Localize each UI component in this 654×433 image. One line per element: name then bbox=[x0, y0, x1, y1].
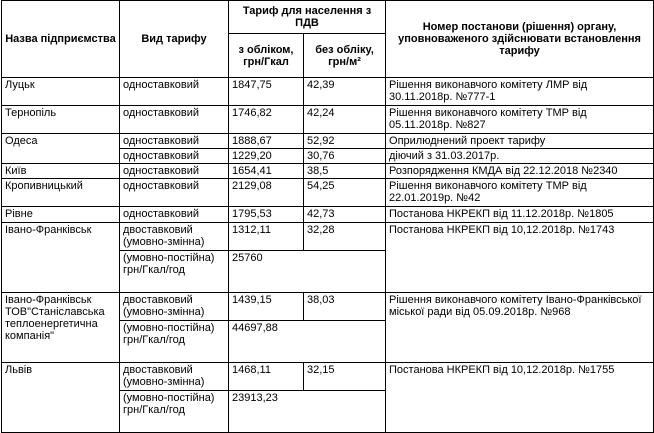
tariff-fixed-value-cell: 44697,88 bbox=[229, 321, 386, 363]
tariff-type-cell: одноставковий bbox=[120, 207, 229, 223]
tariff-type-cell: одноставковий bbox=[120, 149, 229, 164]
company-cell: Львів bbox=[2, 363, 120, 433]
table-row bbox=[2, 363, 654, 391]
table-row bbox=[2, 207, 654, 223]
company-cell: Івано-Франківськ ТОВ"Станіславська теплоенергетична компанія" bbox=[2, 293, 120, 363]
decision-cell: Розпорядження КМДА від 22.12.2018 №2340 bbox=[386, 164, 654, 179]
header-with-meter: з обліком, грн/Гкал bbox=[229, 34, 304, 78]
tariff-without-meter-cell: 32,28 bbox=[304, 223, 386, 251]
company-cell: Луцьк bbox=[2, 78, 120, 106]
tariff-with-meter-cell: 1439,15 bbox=[229, 293, 304, 321]
decision-cell: Рішення виконавчого комітету ТМР від 05.11.2018р. №827 bbox=[386, 106, 654, 134]
tariff-type-cell: (умовно-постійна) грн/Гкал/год bbox=[120, 251, 229, 293]
company-cell: Одеса bbox=[2, 134, 120, 164]
tariff-without-meter-cell: 30,76 bbox=[304, 149, 386, 164]
tariff-type-cell: (умовно-постійна) грн/Гкал/год bbox=[120, 321, 229, 363]
tariff-with-meter-cell: 1795,53 bbox=[229, 207, 304, 223]
tariff-fixed-value-cell: 23913,23 bbox=[229, 391, 386, 433]
tariff-with-meter-cell: 1847,75 bbox=[229, 78, 304, 106]
decision-cell: діючий з 31.03.2017р. bbox=[386, 149, 654, 164]
tariff-fixed-value-cell: 25760 bbox=[229, 251, 386, 293]
decision-cell: Рішення виконавчого комітету ЛМР від 30.11.2018р. №777-1 bbox=[386, 78, 654, 106]
table-row bbox=[2, 134, 654, 149]
tariff-without-meter-cell: 38,03 bbox=[304, 293, 386, 321]
company-cell: Рівне bbox=[2, 207, 120, 223]
tariff-type-cell: двоставковий (умовно-змінна) bbox=[120, 293, 229, 321]
tariff-without-meter-cell: 52,92 bbox=[304, 134, 386, 149]
decision-cell: Рішення виконавчого комітету ТМР від 22.01.2019р. №42 bbox=[386, 179, 654, 207]
decision-cell: Оприлюднений проект тарифу bbox=[386, 134, 654, 149]
company-cell: Івано-Франківськ bbox=[2, 223, 120, 293]
header-company: Назва підприємства bbox=[2, 1, 120, 78]
table-row bbox=[2, 223, 654, 251]
tariff-type-cell: одноставковий bbox=[120, 134, 229, 149]
decision-cell: Постанова НКРЕКП від 10,12.2018р. №1743 bbox=[386, 223, 654, 293]
tariff-with-meter-cell: 2129,08 bbox=[229, 179, 304, 207]
decision-cell: Рішення виконавчого комітету Івано-Франківської міської ради від 05.09.2018р. №968 bbox=[386, 293, 654, 363]
company-cell: Кропивницький bbox=[2, 179, 120, 207]
tariff-without-meter-cell: 42,24 bbox=[304, 106, 386, 134]
tariff-type-cell: одноставковий bbox=[120, 106, 229, 134]
table-row bbox=[2, 106, 654, 134]
tariff-type-cell: одноставковий bbox=[120, 78, 229, 106]
tariff-without-meter-cell: 42,39 bbox=[304, 78, 386, 106]
tariff-with-meter-cell: 1468,11 bbox=[229, 363, 304, 391]
header-row bbox=[2, 1, 654, 34]
tariff-type-cell: одноставковий bbox=[120, 164, 229, 179]
header-decision: Номер постанови (рішення) органу, уповноваженого здійснювати встановлення тарифу bbox=[386, 1, 654, 78]
decision-cell: Постанова НКРЕКП від 10,12.2018р. №1755 bbox=[386, 363, 654, 433]
tariff-with-meter-cell: 1746,82 bbox=[229, 106, 304, 134]
tariff-without-meter-cell: 42,73 bbox=[304, 207, 386, 223]
tariff-without-meter-cell: 38,5 bbox=[304, 164, 386, 179]
decision-cell: Постанова НКРЕКП від 11.12.2018р. №1805 bbox=[386, 207, 654, 223]
tariff-type-cell: двоставковий (умовно-змінна) bbox=[120, 223, 229, 251]
header-tariff-group: Тариф для населення з ПДВ bbox=[229, 1, 386, 34]
tariff-with-meter-cell: 1654,41 bbox=[229, 164, 304, 179]
tariff-without-meter-cell: 32,15 bbox=[304, 363, 386, 391]
table-row bbox=[2, 164, 654, 179]
tariff-type-cell: одноставковий bbox=[120, 179, 229, 207]
header-tariff-type: Вид тарифу bbox=[120, 1, 229, 78]
table-row bbox=[2, 293, 654, 321]
tariff-with-meter-cell: 1229,20 bbox=[229, 149, 304, 164]
company-cell: Тернопіль bbox=[2, 106, 120, 134]
tariff-with-meter-cell: 1888,67 bbox=[229, 134, 304, 149]
header-without-meter: без обліку, грн/м² bbox=[304, 34, 386, 78]
tariff-table bbox=[1, 0, 654, 433]
tariff-with-meter-cell: 1312,11 bbox=[229, 223, 304, 251]
table-row bbox=[2, 179, 654, 207]
tariff-type-cell: (умовно-постійна) грн/Гкал/год bbox=[120, 391, 229, 433]
company-cell: Київ bbox=[2, 164, 120, 179]
tariff-type-cell: двоставковий (умовно-змінна) bbox=[120, 363, 229, 391]
table-row bbox=[2, 78, 654, 106]
tariff-without-meter-cell: 54,25 bbox=[304, 179, 386, 207]
